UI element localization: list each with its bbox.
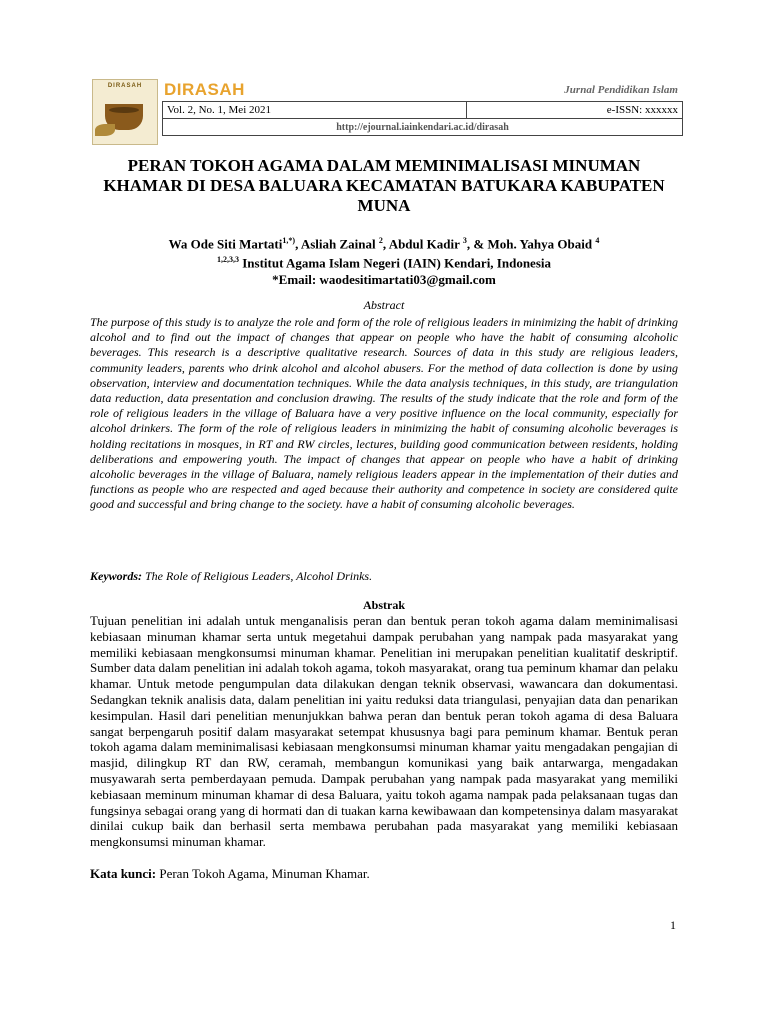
author-separator: , & (466, 236, 488, 252)
keywords-line (90, 569, 678, 584)
abstrak-text: Tujuan penelitian ini adalah untuk menganalisis peran dan bentuk peran tokoh agama dalam meminimalisasi kebiasaan minuman khamar serta untuk megetahui dampak perubahan yang nampak pada masyarakat yang memiliki kebiasaan mengkonsumsi minuman khamar. Penelitian ini merupakan penelitian kualitatif deskriptif. Sumber data dalam penelitian ini adalah tokoh agama, tokoh masyarakat, orang tua peminum khamar dan pelaku khamar. Untuk metode pengumpulan data dilakukan dengan teknik observasi, wawancara dan dokumentasi. Sedangkan teknik analisis data, dalam penelitian ini yaitu reduksi data triangulasi, penyajian data dan penarikan kesimpulan. Hasil dari penelitian menunjukkan bahwa peran dan bentuk peran tokoh agama di desa Baluara sangat berpengaruh positif dalam masyarakat setempat khususnya bagi para peminum khamar. Bentuk peran tokoh agama dalam meminimalisasi kebiasaan mengkonsumsi minuman khamar yaitu mengadakan pengajian di masjid, dilingkup RT dan RW, ceramah, membangun komunikasi yang baik antarwarga, mengadakan musyawarah serta pemberdayaan pemuda. Dampak perubahan yang nampak pada masyarakat yang memiliki kebiasaan meminum minuman khamar di desa Baluara, yaitu tokoh agama nampak pada pelaksanaan tugas dan fungsinya sebagai orang yang di hormati dan di tuakan karna kewibawaan dan kompetensinya dalam masyarakat dinilai cukup baik dan berhasil serta membawa perubahan pada masyarakat yang memiliki kebiasaan mengkonsumsi minuman khamar. (90, 613, 678, 850)
page-number: 1 (670, 918, 676, 932)
paper-title: PERAN TOKOH AGAMA DALAM MEMINIMALISASI MINUMAN KHAMAR DI DESA BALUARA KECAMATAN BATUKARA KABUPATEN MUNA (103, 156, 665, 215)
author-name: Wa Ode Siti Martati (168, 236, 283, 252)
affiliation: Institut Agama Islam Negeri (IAIN) Kendari, Indonesia (242, 255, 551, 271)
journal-info-table (162, 101, 683, 136)
abstrak-heading: Abstrak (362, 598, 405, 612)
journal-subtitle: Jurnal Pendidikan Islam (564, 84, 678, 96)
abstract-text: The purpose of this study is to analyze the role and form of the role of religious leaders in minimizing the habit of drinking alcohol and to find out the impact of changes that appear on people who have the habit of consuming alcoholic beverages. This research is a descriptive qualitative research. Sources of data in this study are religious leaders, community leaders, parents who drink alcohol and alcohol abusers. For the method of data collection is done by using observation, interview and documentation techniques. While the data analysis techniques, in this study, are triangulation data reduction, data presentation and conclusion drawing. The results of the study indicate that the role and form of the role of religious leaders in the village of Baluara have a very positive influence on the local community, especially for alcohol drinkers. The form of the role of religious leaders in minimizing the habit of consuming alcoholic beverages is holding recitations in mosques, in RT and RW circles, lectures, building good communication between residents, holding deliberations and empowering youth. The impact of changes that appear on people who have a habit of drinking alcoholic beverages in the village of Baluara, namely religious leaders appear in the implementation of their duties and functions as people who are respected and aged because their authority and competence in society are considered quite good and successful and bring change to the society. have a habit of consuming alcoholic beverages. (90, 315, 678, 512)
keywords-value: The Role of Religious Leaders, Alcohol Drinks. (145, 569, 373, 583)
author-separator: , (295, 236, 301, 252)
logo-text: DIRASAH (107, 83, 143, 89)
journal-name: DIRASAH (164, 80, 245, 99)
abstract-heading: Abstract (363, 298, 405, 312)
author-list (90, 233, 678, 252)
leaf-icon (95, 124, 115, 136)
kata-kunci-label: Kata kunci: (90, 866, 157, 881)
issn-info: e-ISSN: xxxxxx (467, 102, 683, 119)
kata-kunci-line (90, 866, 678, 882)
corresponding-email: *Email: waodesitimartati03@gmail.com (272, 271, 496, 287)
author-affiliation-mark: 1,*) (282, 236, 296, 245)
author-name: Abdul Kadir (388, 236, 463, 252)
journal-logo (92, 79, 158, 145)
keywords-label: Keywords: (90, 569, 142, 583)
author-affiliation-mark: 4 (595, 236, 600, 245)
author-name: Asliah Zainal (300, 236, 379, 252)
author-affiliation-mark: 2 (378, 236, 383, 245)
author-affiliation-mark: 3 (462, 236, 467, 245)
affiliation-line (90, 252, 678, 271)
affiliation-mark: 1,2,3,3 (216, 255, 239, 265)
journal-url[interactable]: http://ejournal.iainkendari.ac.id/dirasah (163, 119, 683, 136)
author-name: Moh. Yahya Obaid (487, 236, 596, 252)
volume-info: Vol. 2, No. 1, Mei 2021 (163, 102, 467, 119)
author-block (90, 233, 678, 288)
author-separator: , (382, 236, 389, 252)
kata-kunci-value: Peran Tokoh Agama, Minuman Khamar. (159, 866, 370, 881)
